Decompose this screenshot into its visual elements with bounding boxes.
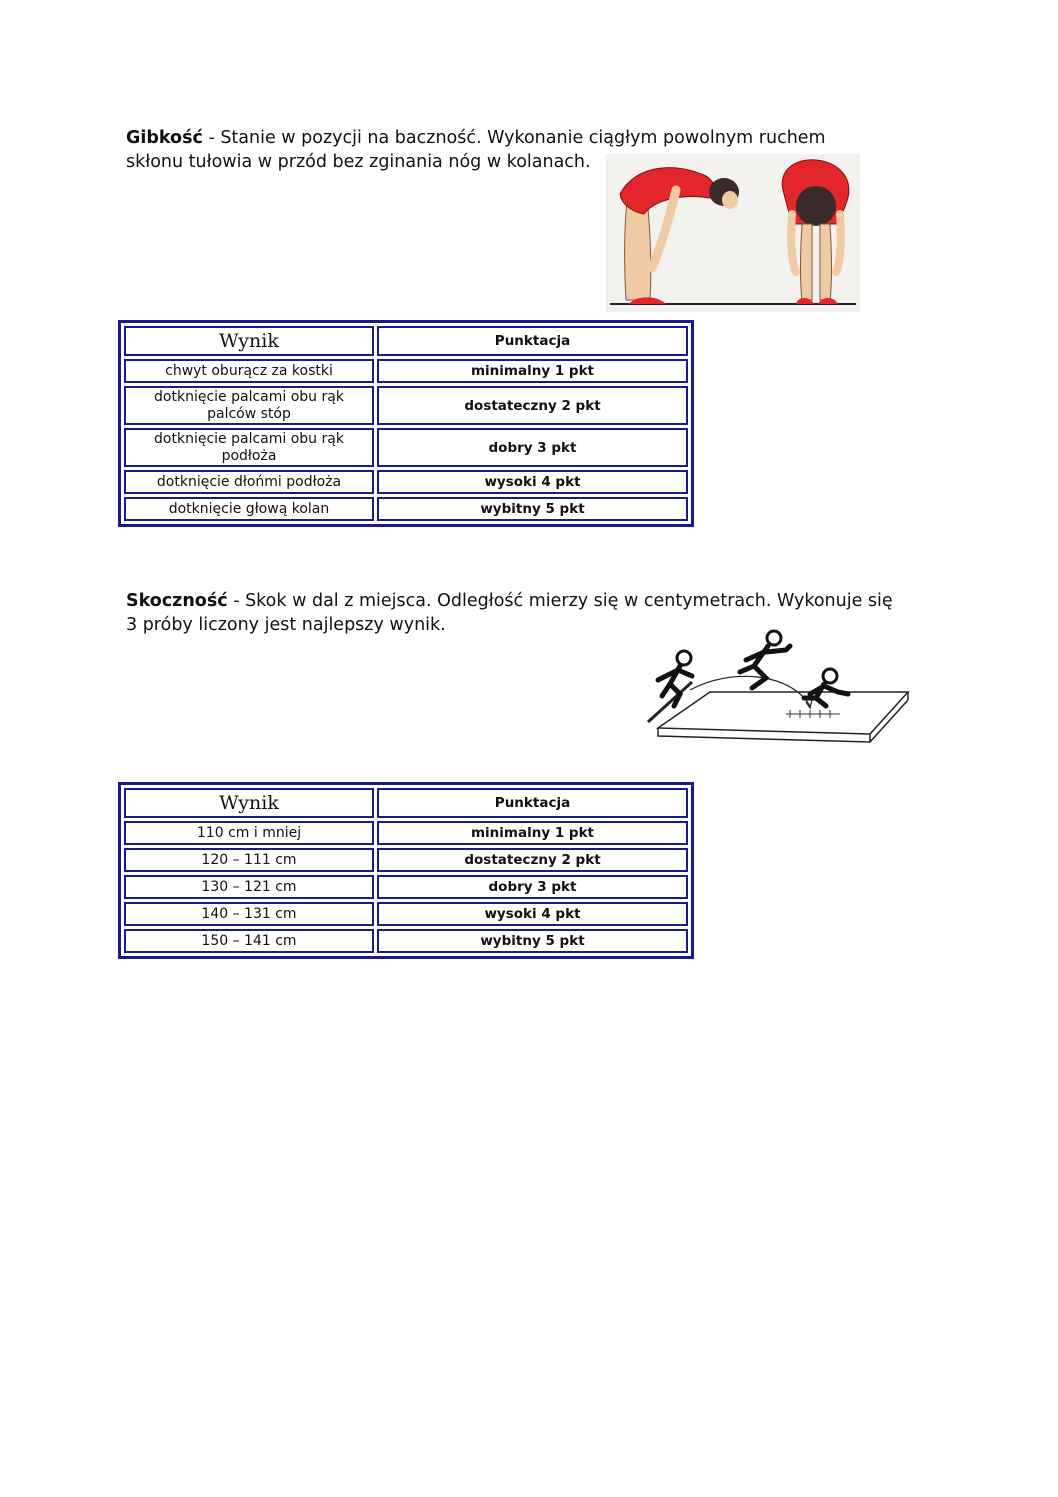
table-row (124, 848, 688, 872)
score-cell: minimalny 1 pkt (377, 359, 688, 383)
table-row (124, 497, 688, 521)
jumping-line2: 3 próby liczony jest najlepszy wynik. (126, 615, 446, 635)
score-cell: minimalny 1 pkt (377, 821, 688, 845)
table-row (124, 875, 688, 899)
result-cell: chwyt oburącz za kostki (124, 359, 374, 383)
table-row (124, 470, 688, 494)
flexibility-line1: - Stanie w pozycji na baczność. Wykonanie ciągłym powolnym ruchem (202, 128, 826, 148)
score-cell: wybitny 5 pkt (377, 497, 688, 521)
score-cell: dostateczny 2 pkt (377, 848, 688, 872)
table-row (124, 821, 688, 845)
header-score: Punktacja (377, 788, 688, 818)
score-cell: wysoki 4 pkt (377, 902, 688, 926)
result-cell: dotknięcie dłońmi podłoża (124, 470, 374, 494)
table-row (124, 902, 688, 926)
result-cell: dotknięcie palcami obu rąk palców stóp (124, 386, 374, 425)
result-cell: 140 – 131 cm (124, 902, 374, 926)
header-result: Wynik (124, 788, 374, 818)
result-cell: 150 – 141 cm (124, 929, 374, 953)
result-cell: dotknięcie palcami obu rąk podłoża (124, 428, 374, 467)
score-cell: dobry 3 pkt (377, 428, 688, 467)
long-jump-illustration (640, 628, 916, 746)
forward-bend-illustration (606, 154, 860, 312)
score-cell: wysoki 4 pkt (377, 470, 688, 494)
flexibility-score-table (118, 320, 694, 527)
score-cell: dostateczny 2 pkt (377, 386, 688, 425)
result-cell: 120 – 111 cm (124, 848, 374, 872)
table-row (124, 929, 688, 953)
table-row (124, 359, 688, 383)
flexibility-line2: skłonu tułowia w przód bez zginania nóg w kolanach. (126, 152, 591, 172)
table-row (124, 428, 688, 467)
jumping-line1: - Skok w dal z miejsca. Odległość mierzy się w centymetrach. Wykonuje się (227, 591, 893, 611)
table-header-row (124, 326, 688, 356)
table-row (124, 386, 688, 425)
result-cell: 130 – 121 cm (124, 875, 374, 899)
header-result: Wynik (124, 326, 374, 356)
score-cell: wybitny 5 pkt (377, 929, 688, 953)
score-cell: dobry 3 pkt (377, 875, 688, 899)
table-header-row (124, 788, 688, 818)
result-cell: dotknięcie głową kolan (124, 497, 374, 521)
jumping-score-table (118, 782, 694, 959)
result-cell: 110 cm i mniej (124, 821, 374, 845)
header-score: Punktacja (377, 326, 688, 356)
flexibility-heading: Gibkość (126, 128, 203, 148)
jumping-heading: Skoczność (126, 591, 228, 611)
